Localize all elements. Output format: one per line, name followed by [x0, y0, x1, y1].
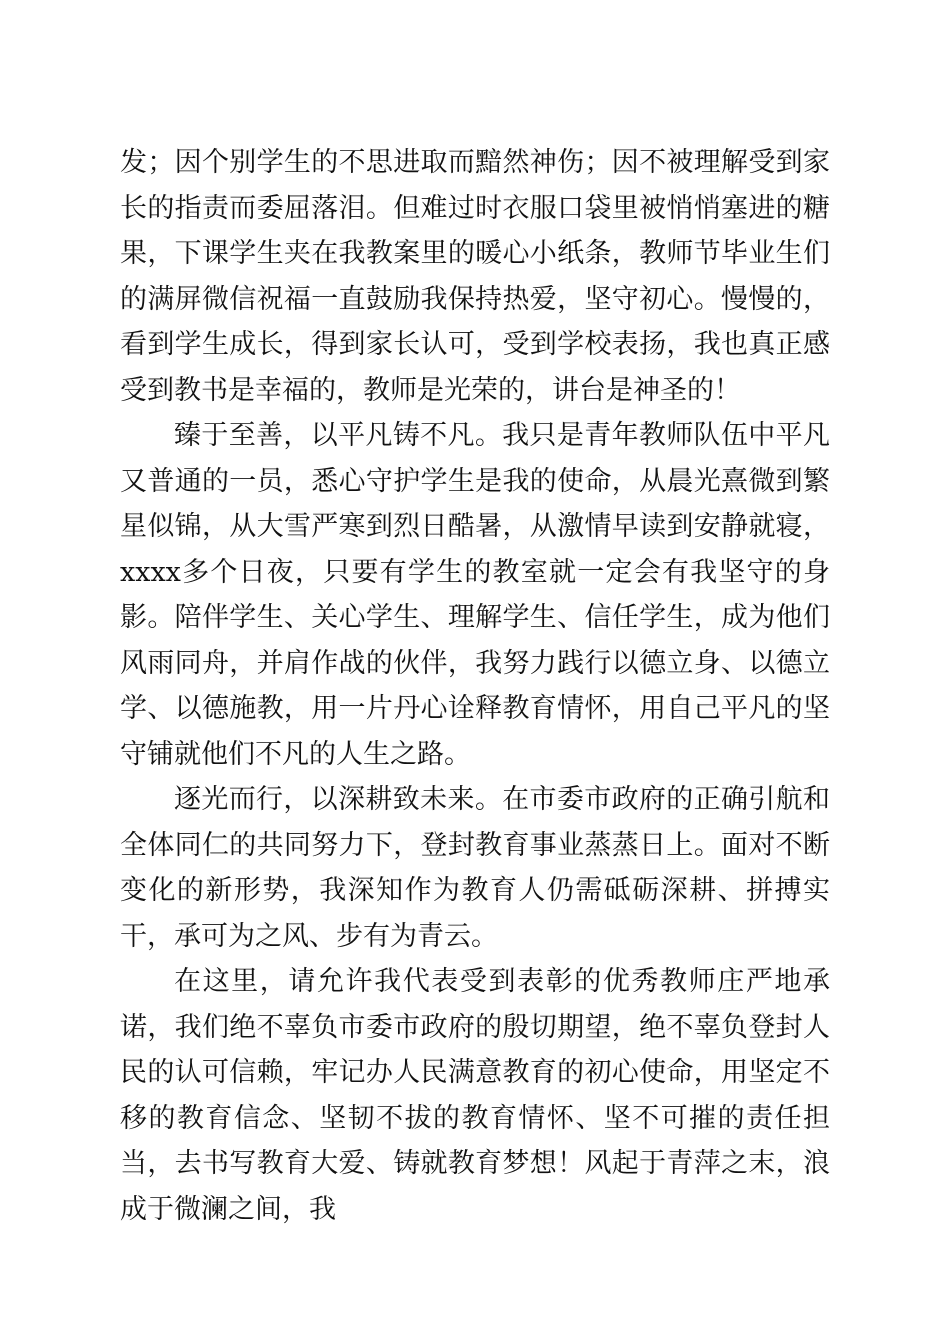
paragraph-pursuit-of-excellence: 臻于至善，以平凡铸不凡。我只是青年教师队伍中平凡又普通的一员，悉心守护学生是我的使命，从晨光熹微到繁星似锦，从大雪严寒到烈日酷暑，从激情早读到安静就寝，xxxx多个日夜，只要有学生的教室就一定会有我坚守的身影。陪伴学生、关心学生、理解学生、信任学生，成为他们风雨同舟，并肩作战的伙伴，我努力践行以德立身、以德立学、以德施教，用一片丹心诠释教育情怀，用自己平凡的坚守铺就他们不凡的人生之路。 [120, 420, 830, 770]
document-body [120, 140, 830, 1232]
paragraph-pledge: 在这里，请允许我代表受到表彰的优秀教师庄严地承诺，我们绝不辜负市委市政府的殷切期望，绝不辜负登封人民的认可信赖，牢记办人民满意教育的初心使命，用坚定不移的教育信念、坚韧不拔的教育情怀、坚不可摧的责任担当，去书写教育大爱、铸就教育梦想！风起于青萍之末，浪成于微澜之间，我 [120, 966, 830, 1225]
paragraph-chasing-light: 逐光而行，以深耕致未来。在市委市政府的正确引航和全体同仁的共同努力下，登封教育事业蒸蒸日上。面对不断变化的新形势，我深知作为教育人仍需砥砺深耕、拼搏实干，承可为之风、步有为青云。 [120, 784, 830, 952]
paragraph-continuation: 发；因个别学生的不思进取而黯然神伤；因不被理解受到家长的指责而委屈落泪。但难过时衣服口袋里被悄悄塞进的糖果，下课学生夹在我教案里的暖心小纸条，教师节毕业生们的满屏微信祝福一直鼓励我保持热爱，坚守初心。慢慢的，看到学生成长，得到家长认可，受到学校表扬，我也真正感受到教书是幸福的，教师是光荣的，讲台是神圣的！ [120, 147, 830, 406]
